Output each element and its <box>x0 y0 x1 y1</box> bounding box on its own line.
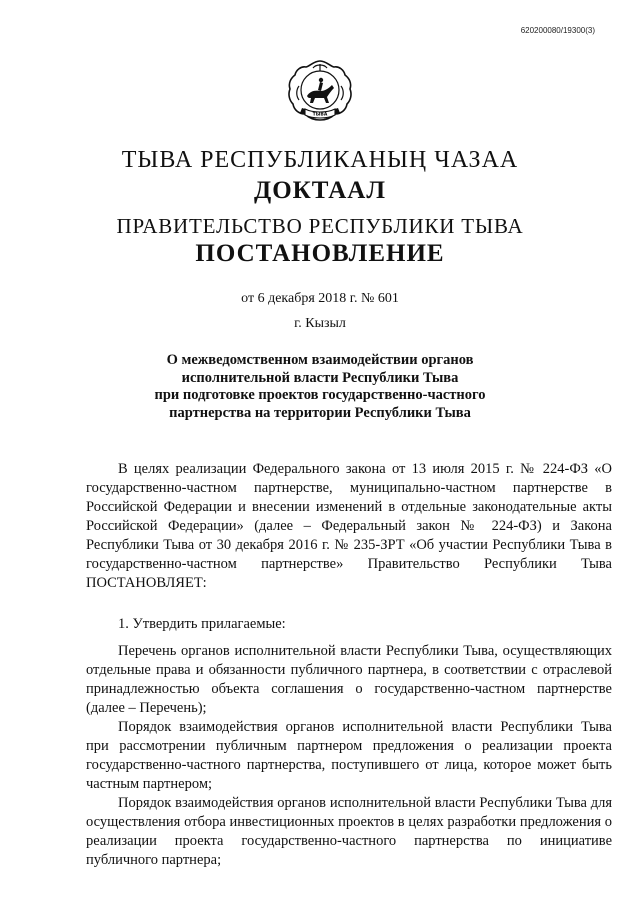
header-tuvan-resolution: ДОКТААЛ <box>254 177 386 204</box>
preamble-paragraph: В целях реализации Федерального закона от 13 июля 2015 г. № 224-ФЗ «О государственно-частном партнерстве, муниципально-частном партнерстве в Российской Федерации и внесении изменений в отдельные законодательные акты Российской Федерации» (далее – Федеральный закон № 224-ФЗ) и Закона Республики Тыва от 30 декабря 2016 г. № 235-ЗРТ «Об участии Республики Тыва в государственно-частном партнерстве» Правительство Республики Тыва ПОСТАНОВЛЯЕТ: <box>86 461 612 591</box>
resolution-body <box>86 460 612 870</box>
approved-item: Порядок взаимодействия органов исполнительной власти Республики Тыва для осуществления отбора инвестиционных проектов в целях разработки предложения о реализации проекта государственно-частного партнерства по инициативе публичного партнера; <box>86 795 612 868</box>
header-tuvan-government: ТЫВА РЕСПУБЛИКАНЫҢ ЧАЗАА <box>121 147 519 173</box>
point-1-label: 1. Утвердить прилагаемые: <box>118 616 286 632</box>
resolution-date-number: от 6 декабря 2018 г. № 601 <box>241 291 399 306</box>
title-line: партнерства на территории Республики Тыва <box>169 404 471 421</box>
title-line: О межведомственном взаимодействии органов <box>166 352 474 368</box>
emblem-ribbon-text: ТЫВА <box>312 112 328 118</box>
resolution-city: г. Кызыл <box>294 316 346 331</box>
header-russian-resolution: ПОСТАНОВЛЕНИЕ <box>195 240 445 267</box>
header-russian-government: ПРАВИТЕЛЬСТВО РЕСПУБЛИКИ ТЫВА <box>116 214 524 238</box>
approved-item: Порядок взаимодействия органов исполнительной власти Республики Тыва при рассмотрении публичным партнером предложения о реализации проекта государственно-частного партнерства, поступившего от лица, которое может быть частным партнером; <box>86 719 612 792</box>
document-code: 620200080/19300(3) <box>520 26 595 35</box>
tuva-coat-of-arms-icon <box>285 58 355 128</box>
title-line: при подготовке проектов государственно-частного <box>154 387 486 403</box>
approved-item: Перечень органов исполнительной власти Республики Тыва, осуществляющих отдельные права и обязанности публичного партнера, в соответствии с отраслевой принадлежностью объекта соглашения о государственно-частном партнерстве (далее – Перечень); <box>86 643 612 716</box>
resolution-title <box>130 352 510 422</box>
title-line: исполнительной власти Республики Тыва <box>181 369 459 386</box>
